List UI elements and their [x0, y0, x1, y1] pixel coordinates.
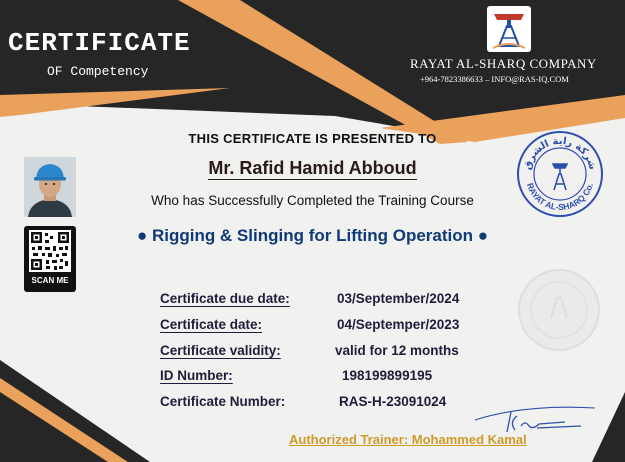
authorized-trainer: Authorized Trainer: Mohammed Kamal	[289, 432, 527, 447]
bullet-right-icon: ●	[477, 226, 489, 245]
course-name: Rigging & Slinging for Lifting Operation	[151, 226, 474, 245]
recipient-photo	[24, 157, 76, 217]
id-number-label: ID Number:	[160, 368, 233, 383]
certificate-number-value: RAS-H-23091024	[339, 394, 447, 409]
validity-label: Certificate validity:	[160, 343, 281, 358]
course-title	[0, 226, 625, 246]
validity-value: valid for 12 months	[335, 343, 459, 358]
qr-code-icon	[29, 230, 71, 272]
company-logo-icon	[487, 6, 531, 52]
company-name: RAYAT AL-SHARQ COMPANY	[410, 56, 597, 71]
completion-statement: Who has Successfully Completed the Training Course	[151, 193, 474, 208]
due-date-value: 03/September/2024	[337, 291, 460, 306]
stamp-derrick-icon	[553, 164, 567, 190]
stamp-arabic-text: شركة راية الشرق	[522, 135, 598, 172]
due-date-label: Certificate due date:	[160, 291, 290, 306]
certificate-title: CERTIFICATE	[8, 28, 191, 58]
bottom-left-dark-corner	[0, 360, 150, 462]
company-contact: +964-7823386633 – INFO@RAS-IQ.COM	[420, 74, 569, 84]
recipient-name-text: Mr. Rafid Hamid Abboud	[208, 158, 417, 178]
certificate-number-label: Certificate Number:	[160, 394, 286, 409]
certificate-date-label: Certificate date:	[160, 317, 263, 332]
scan-me-label: SCAN ME	[31, 276, 69, 285]
certificate-subtitle: OF Competency	[47, 64, 149, 79]
certificate-date-value: 04/Septemper/2023	[337, 317, 460, 332]
company-stamp	[516, 130, 604, 218]
presented-heading: THIS CERTIFICATE IS PRESENTED TO	[188, 131, 437, 146]
embossed-seal	[515, 266, 603, 354]
id-number-value: 198199899195	[342, 368, 433, 383]
stamp-latin-text: RAYAT AL-SHARQ Co.	[524, 181, 595, 213]
bullet-left-icon: ●	[136, 226, 148, 245]
qr-code-block[interactable]	[24, 226, 76, 292]
